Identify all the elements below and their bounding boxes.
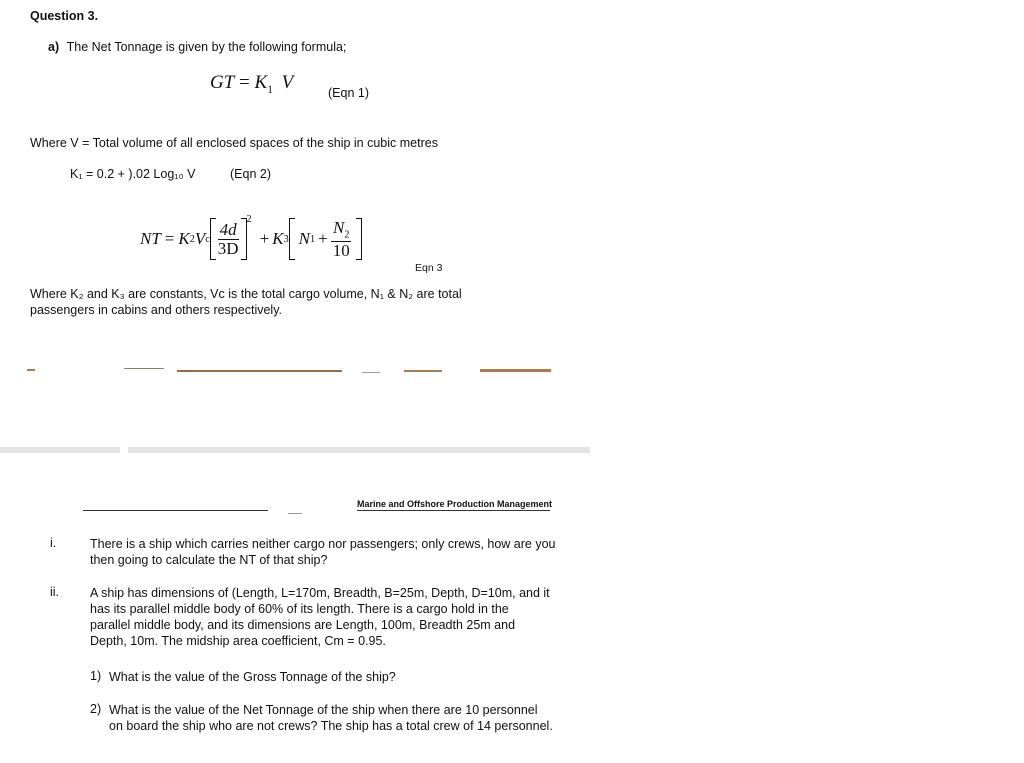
where-v-text: Where V = Total volume of all enclosed spaces of the ship in cubic metres	[30, 136, 438, 150]
part-a-text: The Net Tonnage is given by the following formula;	[66, 40, 347, 54]
grey-band-right	[128, 447, 590, 453]
page-break-rule-4	[362, 372, 380, 373]
eqn1-v: V	[281, 72, 294, 93]
page-break-rule-3	[177, 370, 342, 372]
subquestion-text-2: What is the value of the Net Tonnage of the ship when there are 10 personnel on board the ship who are not crews? The ship has a total crew of 14 personnel.	[109, 703, 553, 733]
eqn3-k2-sub: 2	[189, 233, 195, 245]
eqn3-tag: Eqn 3	[415, 262, 443, 274]
eqn3-equals: =	[164, 229, 175, 248]
eqn3-f2-den: 10	[332, 240, 350, 260]
eqn3-nt: NT	[140, 229, 161, 248]
item-text-i: There is a ship which carries neither cargo nor passengers; only crews, how are you then going to calculate the NT of that ship?	[90, 537, 556, 567]
eqn3-k3-sub: 3	[283, 233, 289, 245]
eqn3-f2-num: N	[332, 217, 345, 237]
eqn3-k2: K	[178, 229, 190, 248]
item-text-ii: A ship has dimensions of (Length, L=170m, Breadth, B=25m, Depth, D=10m, and it has its parallel middle body of 60% of its length. There is a cargo hold in the parallel middle body, and its dimensions are Length, 100m, Breadth 25m and Depth, 10m. The midship area coefficient, Cm = 0.95.	[90, 586, 550, 648]
header-rule-mid	[288, 513, 302, 514]
eqn3-n1: N	[298, 229, 310, 248]
header-title: Marine and Offshore Production Management	[357, 499, 553, 509]
eqn1-tag: (Eqn 1)	[328, 86, 369, 100]
page-break-rule-1	[27, 369, 35, 371]
eqn1-lhs: GT	[210, 72, 235, 93]
eqn3-f1-num: 4d	[219, 219, 237, 239]
eqn3-plus-2: +	[318, 229, 328, 248]
subquestion-text-1: What is the value of the Gross Tonnage of the ship?	[109, 670, 396, 684]
eqn3-n1-sub: 1	[310, 233, 316, 245]
eqn3-fraction-2	[331, 219, 352, 260]
eqn3-f2-num-sub: 2	[344, 228, 350, 240]
part-a-intro	[48, 40, 346, 54]
item-number-ii: ii.	[50, 585, 60, 599]
eqn3-vc: V	[194, 229, 206, 248]
page-break-rule-6	[480, 369, 551, 372]
eqn3-bracket-left-2	[289, 218, 295, 260]
eqn3-plus-1: +	[259, 229, 270, 248]
eqn1-k-sub: 1	[267, 83, 273, 96]
part-a-label: a)	[48, 40, 60, 54]
header-rule-right	[357, 510, 550, 511]
item-number-i: i.	[50, 536, 57, 550]
k1-tag: (Eqn 2)	[230, 167, 271, 181]
equation-3	[140, 214, 362, 260]
equation-1	[210, 72, 293, 96]
page-break-rule-5	[404, 370, 442, 372]
eqn3-f1-den: 3D	[217, 238, 239, 258]
grey-band-left	[0, 447, 120, 453]
k1-formula: K₁ = 0.2 + ).02 Log₁₀ V	[70, 167, 196, 181]
eqn3-bracket-right-2	[356, 218, 362, 260]
eqn1-equals: =	[239, 72, 250, 93]
eqn3-k3: K	[272, 229, 284, 248]
subquestion-number-1: 1)	[90, 669, 102, 683]
header-rule-left	[83, 510, 268, 511]
eqn3-square: 2	[246, 214, 252, 225]
eqn3-fraction-1	[216, 221, 241, 258]
constants-text: Where K₂ and K₃ are constants, Vᴄ is the total cargo volume, N₁ & N₂ are total passengers in cabins and others respectively.	[30, 287, 462, 317]
eqn3-vc-sub: c	[205, 233, 210, 245]
question-title: Question 3.	[30, 9, 99, 23]
page-break-rule-2	[124, 368, 164, 369]
eqn1-k: K	[254, 72, 268, 93]
subquestion-number-2: 2)	[90, 702, 102, 716]
